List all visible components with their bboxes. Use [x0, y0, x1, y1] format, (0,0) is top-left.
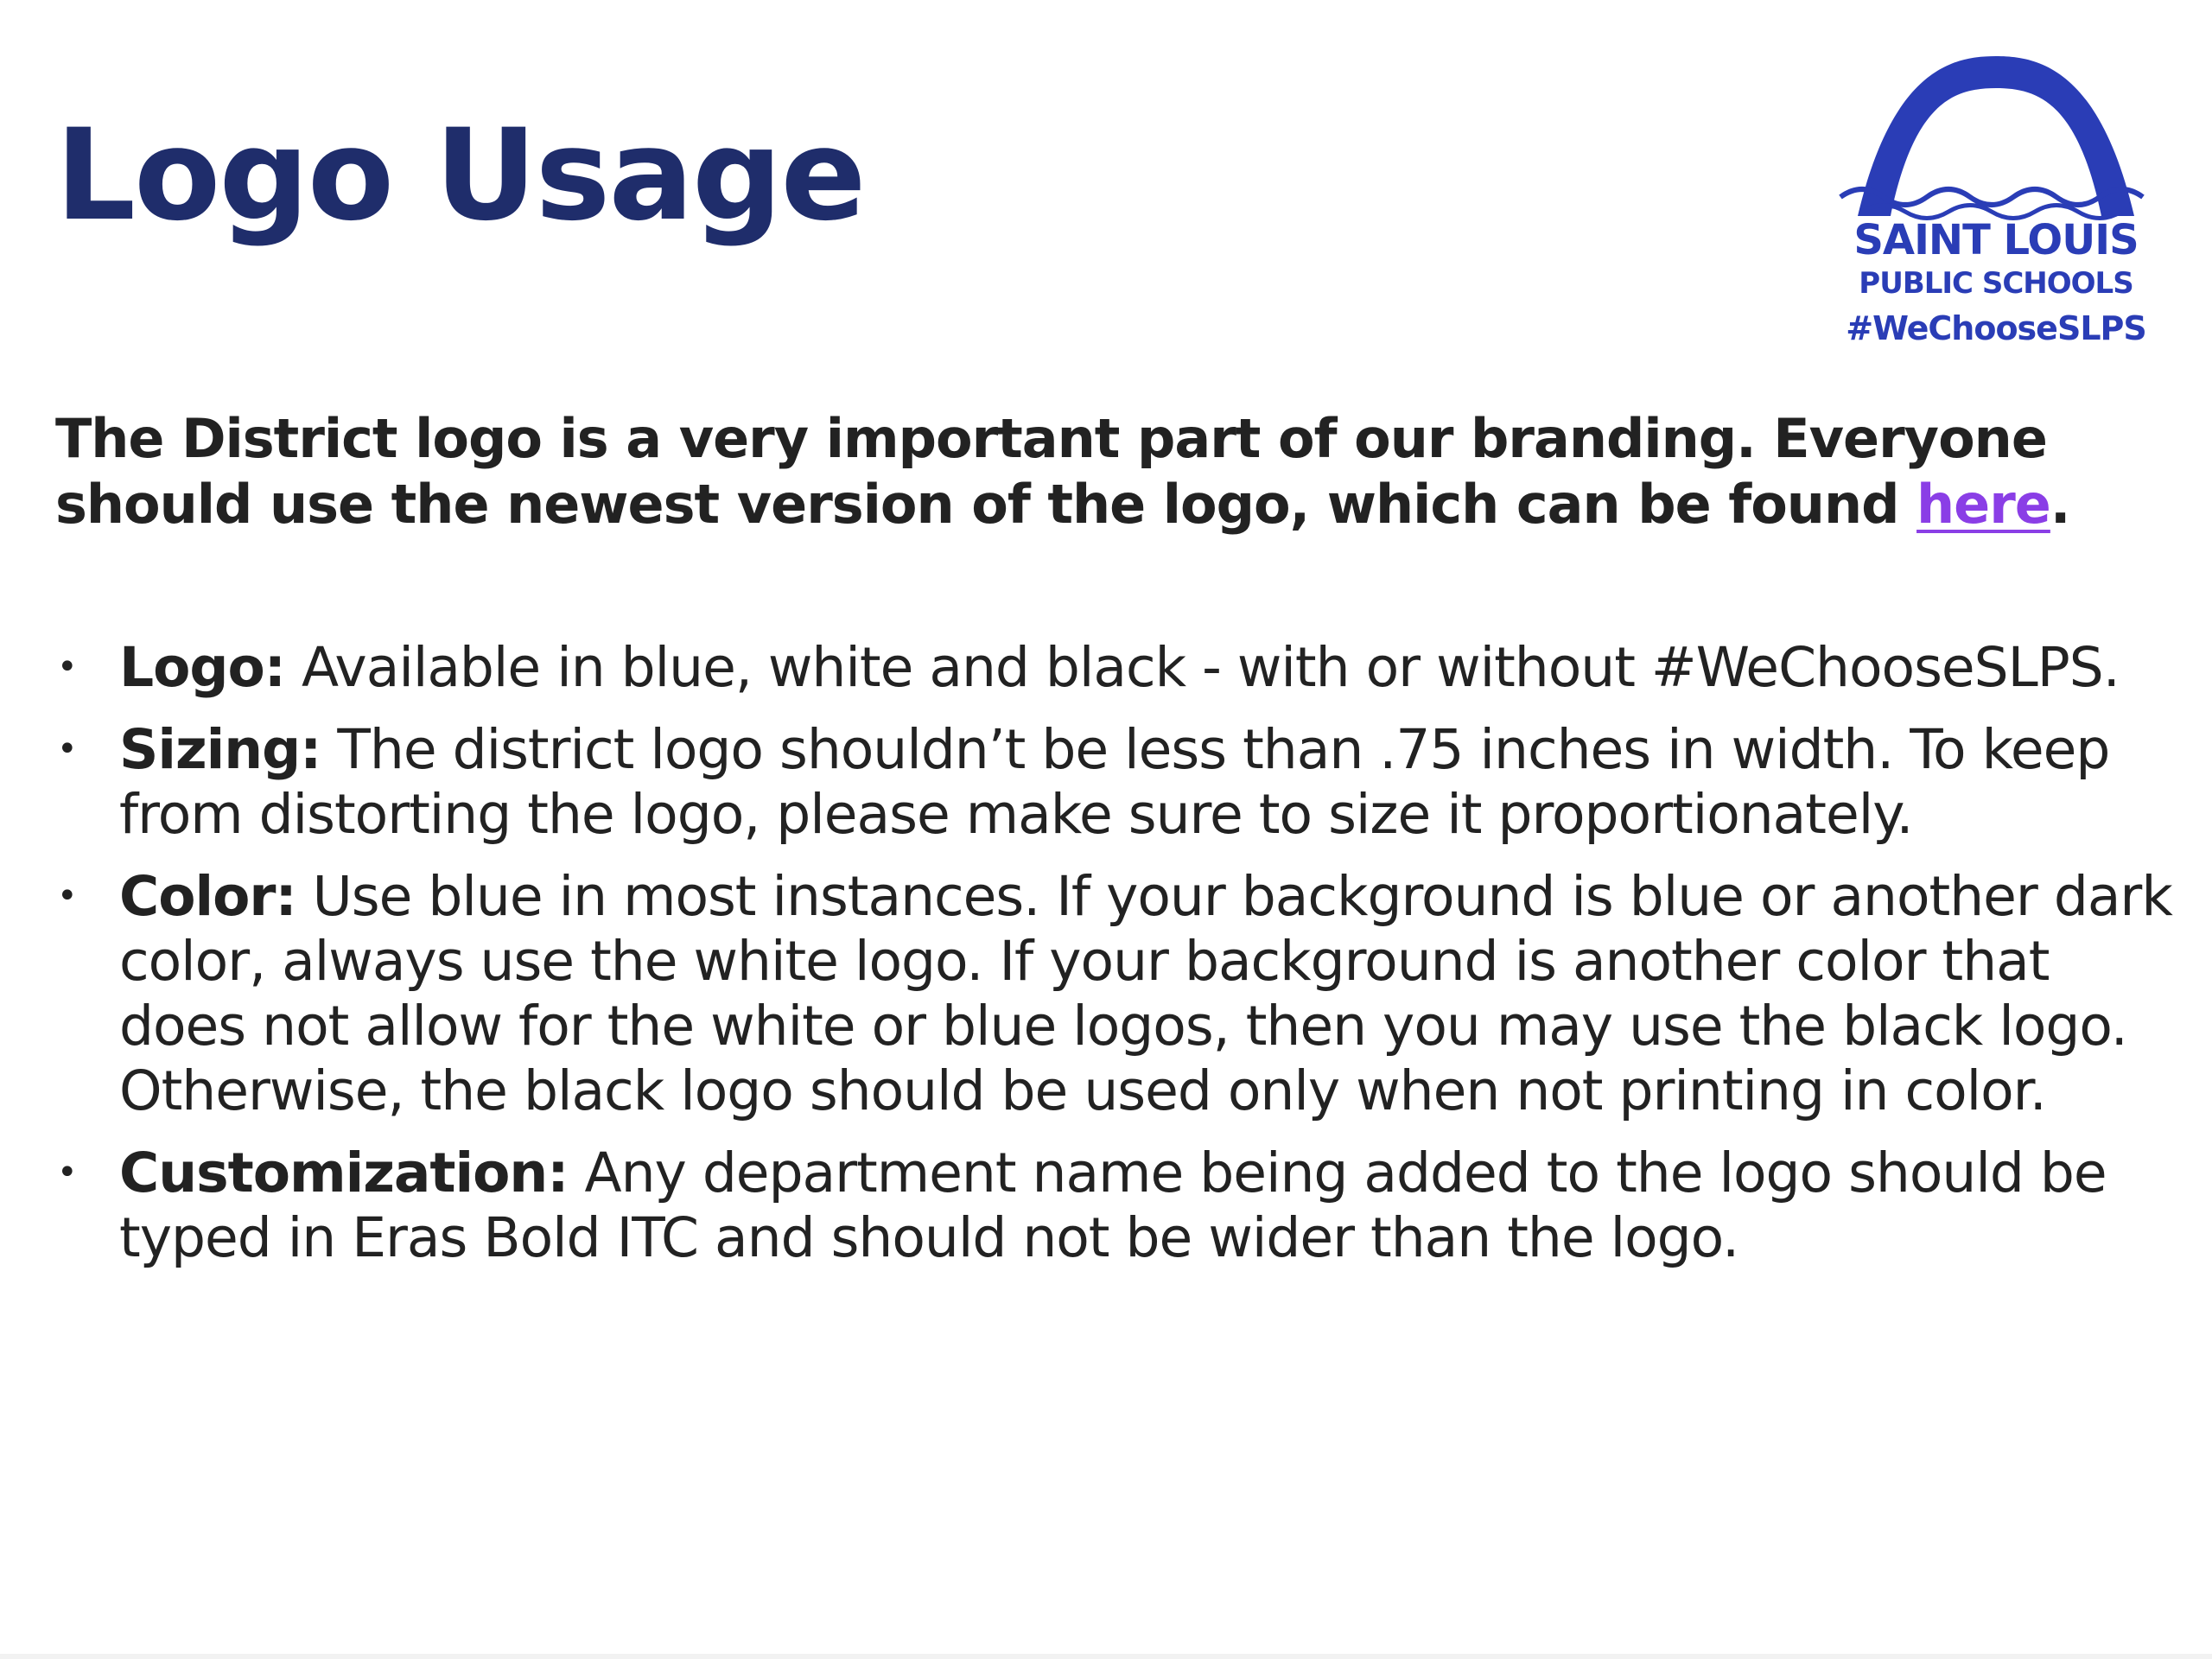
arch-icon [1823, 52, 2169, 225]
bullet-label: Customization: [119, 1141, 569, 1205]
page-title: Logo Usage [55, 102, 865, 249]
list-item-sizing [55, 717, 2172, 847]
list-item-color [55, 864, 2172, 1123]
logo-line-saint-louis: SAINT LOUIS [1853, 216, 2139, 264]
bullet-label: Logo: [119, 636, 285, 699]
intro-text: The District logo is a very important part of our branding. Everyone should use the newest version of the logo, which can be found [55, 407, 2047, 536]
bullet-text: Available in blue, white and black - with or without #WeChooseSLPS. [285, 636, 2120, 699]
bullet-icon: • [57, 1153, 77, 1192]
guidelines-list [55, 635, 2172, 1287]
bullet-label: Sizing: [119, 718, 321, 781]
logo-download-link[interactable]: here [1916, 473, 2050, 536]
bullet-text: The district logo shouldn’t be less than .75 inches in width. To keep from distorting the logo, please make sure to size it proportionately. [119, 718, 2110, 846]
bullet-icon: • [57, 647, 77, 687]
bullet-text: Any department name being added to the logo should be typed in Eras Bold ITC and should not be wider than the logo. [119, 1141, 2107, 1269]
bullet-icon: • [57, 729, 77, 769]
bullet-icon: • [57, 876, 77, 916]
bottom-divider [0, 1654, 2212, 1659]
intro-paragraph [55, 406, 2164, 537]
intro-period: . [2050, 473, 2070, 536]
logo-line-public-schools: PUBLIC SCHOOLS [1859, 266, 2133, 301]
slps-logo [1823, 52, 2169, 350]
bullet-text: Use blue in most instances. If your background is blue or another dark color, always use the white logo. If your background is another color that does not allow for the white or blue logos, then you may use the black logo. Otherwise, the black logo should be used only when not printing in color. [119, 865, 2172, 1122]
logo-hashtag: #WeChooseSLPS [1846, 309, 2146, 347]
list-item-logo [55, 635, 2172, 700]
list-item-customization [55, 1141, 2172, 1270]
bullet-label: Color: [119, 865, 296, 928]
